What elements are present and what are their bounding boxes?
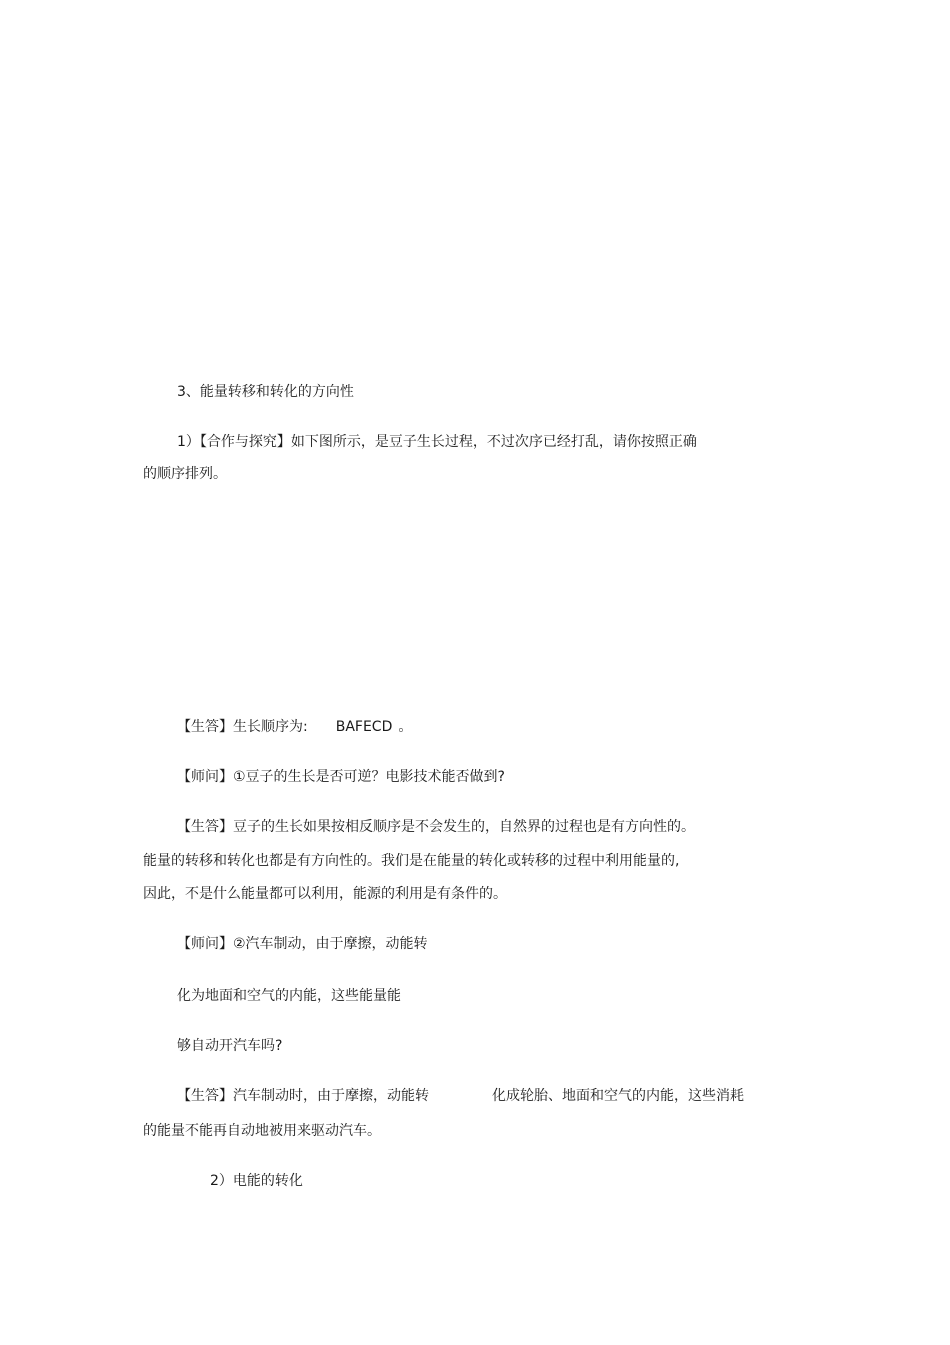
answer1-suffix: 。 — [398, 719, 413, 735]
question2-line2: 化为地面和空气的内能，这些能量能 — [177, 988, 401, 1004]
answer2-line2: 能量的转移和转化也都是有方向性的。我们是在能量的转化或转移的过程中利用能量的, — [143, 853, 680, 869]
question1-line: 【师问】①豆子的生长是否可逆？电影技术能否做到? — [177, 769, 505, 785]
answer2-line3: 因此，不是什么能量都可以利用，能源的利用是有条件的。 — [143, 886, 507, 902]
answer3-line2: 的能量不能再自动地被用来驱动汽车。 — [143, 1123, 381, 1139]
answer1-value: BAFECD — [335, 719, 393, 735]
answer2-line1: 【生答】豆子的生长如果按相反顺序是不会发生的，自然界的过程也是有方向性的。 — [177, 819, 695, 835]
question2-line3: 够自动开汽车吗? — [177, 1038, 283, 1054]
question2-line1: 【师问】②汽车制动，由于摩擦，动能转 — [177, 936, 428, 952]
answer1-line — [177, 718, 412, 736]
paragraph-item1-line2: 的顺序排列。 — [143, 466, 227, 482]
answer3-line1a: 【生答】汽车制动时，由于摩擦，动能转 — [177, 1088, 429, 1104]
paragraph-item1-line1: 1）【合作与探究】如下图所示，是豆子生长过程，不过次序已经打乱，请你按照正确 — [177, 434, 697, 450]
item2-title: 2）电能的转化 — [210, 1173, 303, 1189]
answer1-prefix: 【生答】生长顺序为: — [177, 719, 308, 735]
section-title: 3、能量转移和转化的方向性 — [177, 384, 354, 400]
answer3-line1b: 化成轮胎、地面和空气的内能，这些消耗 — [492, 1088, 744, 1104]
